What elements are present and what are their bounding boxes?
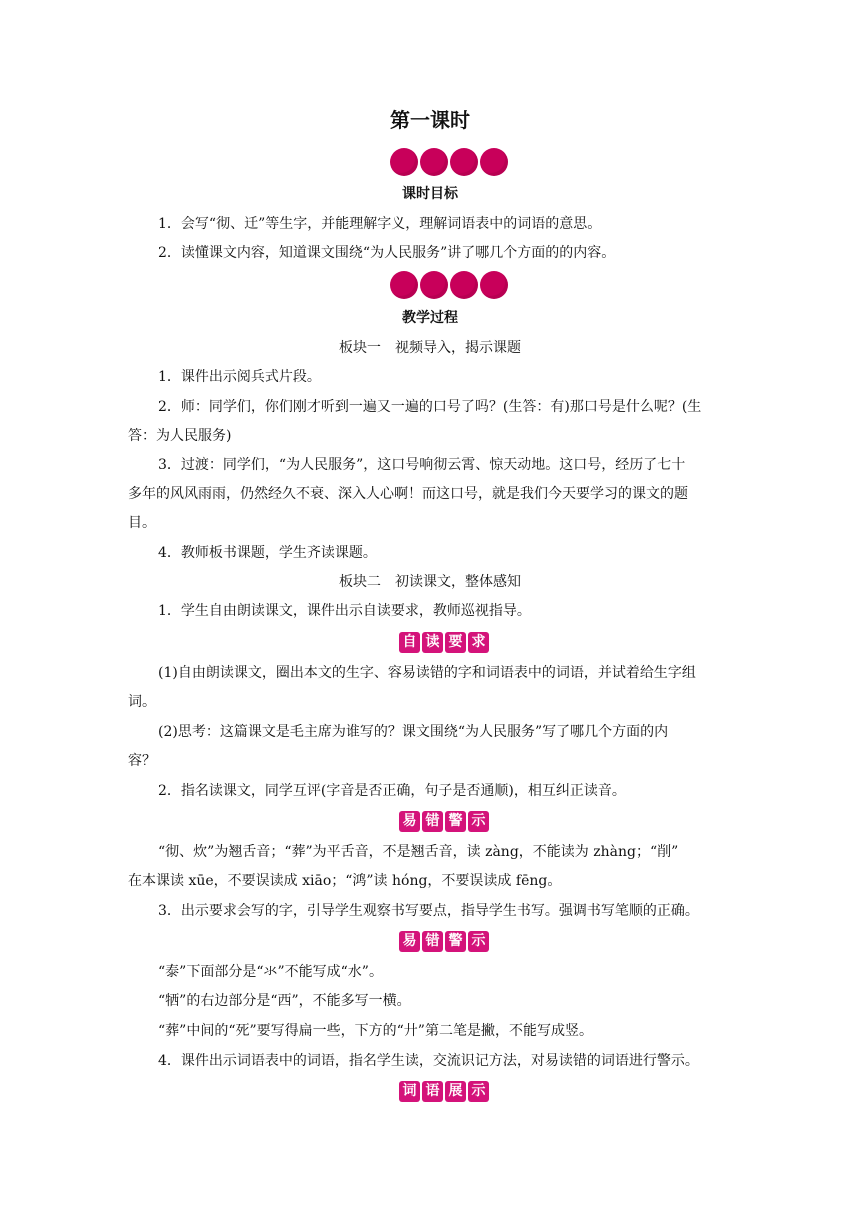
ornament-dot	[450, 271, 478, 299]
tag-char: 词	[399, 1081, 420, 1102]
ornament-dot	[450, 148, 478, 176]
tag-char: 易	[399, 811, 420, 832]
block2-step: 2．指名读课文，同学互评(字音是否正确，句子是否通顺)，相互纠正读音。	[158, 783, 626, 799]
warning-line: “泰”下面部分是“氺”不能写成“水”。	[158, 964, 383, 980]
block1-line: 答：为人民服务)	[128, 428, 232, 444]
block1-line: 4．教师板书课题，学生齐读课题。	[158, 545, 377, 561]
tag-char: 错	[422, 811, 443, 832]
tag-char: 易	[399, 931, 420, 952]
block1-line: 目。	[128, 515, 156, 531]
section-ornament-process	[390, 271, 508, 299]
tag-char: 示	[468, 811, 489, 832]
tag-vocabulary-display	[399, 1081, 489, 1102]
requirement-line: 容？	[128, 753, 156, 769]
ornament-dot	[390, 271, 418, 299]
block1-line: 3．过渡：同学们，“为人民服务”，这口号响彻云霄、惊天动地。这口号，经历了七十	[158, 457, 686, 473]
tag-self-reading-requirements	[399, 632, 489, 653]
tag-char: 读	[422, 632, 443, 653]
tag-error-warning	[399, 931, 489, 952]
goal-item: 1．会写“彻、迁”等生字，并能理解字义，理解词语表中的词语的意思。	[158, 216, 602, 232]
warning-line: “彻、炊”为翘舌音；“葬”为平舌音，不是翘舌音，读 zàng，不能读为 zhàng；“削”	[158, 844, 679, 860]
tag-char: 错	[422, 931, 443, 952]
section-ornament-goals	[390, 148, 508, 176]
block2-heading: 板块二 初读课文，整体感知	[339, 574, 521, 590]
process-heading: 教学过程	[402, 310, 458, 326]
warning-line: “牺”的右边部分是“西”，不能多写一横。	[158, 993, 411, 1009]
ornament-dot	[420, 148, 448, 176]
ornament-dot	[480, 271, 508, 299]
ornament-dot	[420, 271, 448, 299]
tag-char: 警	[445, 931, 466, 952]
warning-line: 在本课读 xūe，不要误读成 xiāo；“鸿”读 hóng，不要误读成 fēng。	[128, 873, 562, 889]
block1-line: 2．师：同学们，你们刚才听到一遍又一遍的口号了吗？(生答：有)那口号是什么呢？(生	[158, 399, 702, 415]
tag-char: 自	[399, 632, 420, 653]
ornament-dot	[390, 148, 418, 176]
tag-char: 示	[468, 931, 489, 952]
block1-line: 1．课件出示阅兵式片段。	[158, 369, 321, 385]
requirement-line: (2)思考：这篇课文是毛主席为谁写的？课文围绕“为人民服务”写了哪几个方面的内	[158, 724, 669, 740]
page-title: 第一课时	[390, 108, 470, 132]
block1-line: 多年的风风雨雨，仍然经久不衰、深入人心啊！而这口号，就是我们今天要学习的课文的题	[128, 486, 688, 502]
block2-step: 1．学生自由朗读课文，课件出示自读要求，教师巡视指导。	[158, 603, 531, 619]
tag-char: 要	[445, 632, 466, 653]
tag-char: 求	[468, 632, 489, 653]
block1-heading: 板块一 视频导入，揭示课题	[339, 340, 521, 356]
goal-item: 2．读懂课文内容，知道课文围绕“为人民服务”讲了哪几个方面的的内容。	[158, 245, 616, 261]
tag-error-warning	[399, 811, 489, 832]
requirement-line: (1)自由朗读课文，圈出本文的生字、容易读错的字和词语表中的词语，并试着给生字组	[158, 665, 696, 681]
warning-line: “葬”中间的“死”要写得扁一些，下方的“廾”第二笔是撇，不能写成竖。	[158, 1023, 593, 1039]
requirement-line: 词。	[128, 694, 156, 710]
block2-step: 4．课件出示词语表中的词语，指名学生读，交流识记方法，对易读错的词语进行警示。	[158, 1053, 699, 1069]
goals-heading: 课时目标	[402, 186, 458, 202]
tag-char: 展	[445, 1081, 466, 1102]
block2-step: 3．出示要求会写的字，引导学生观察书写要点，指导学生书写。强调书写笔顺的正确。	[158, 903, 699, 919]
tag-char: 示	[468, 1081, 489, 1102]
ornament-dot	[480, 148, 508, 176]
tag-char: 警	[445, 811, 466, 832]
tag-char: 语	[422, 1081, 443, 1102]
